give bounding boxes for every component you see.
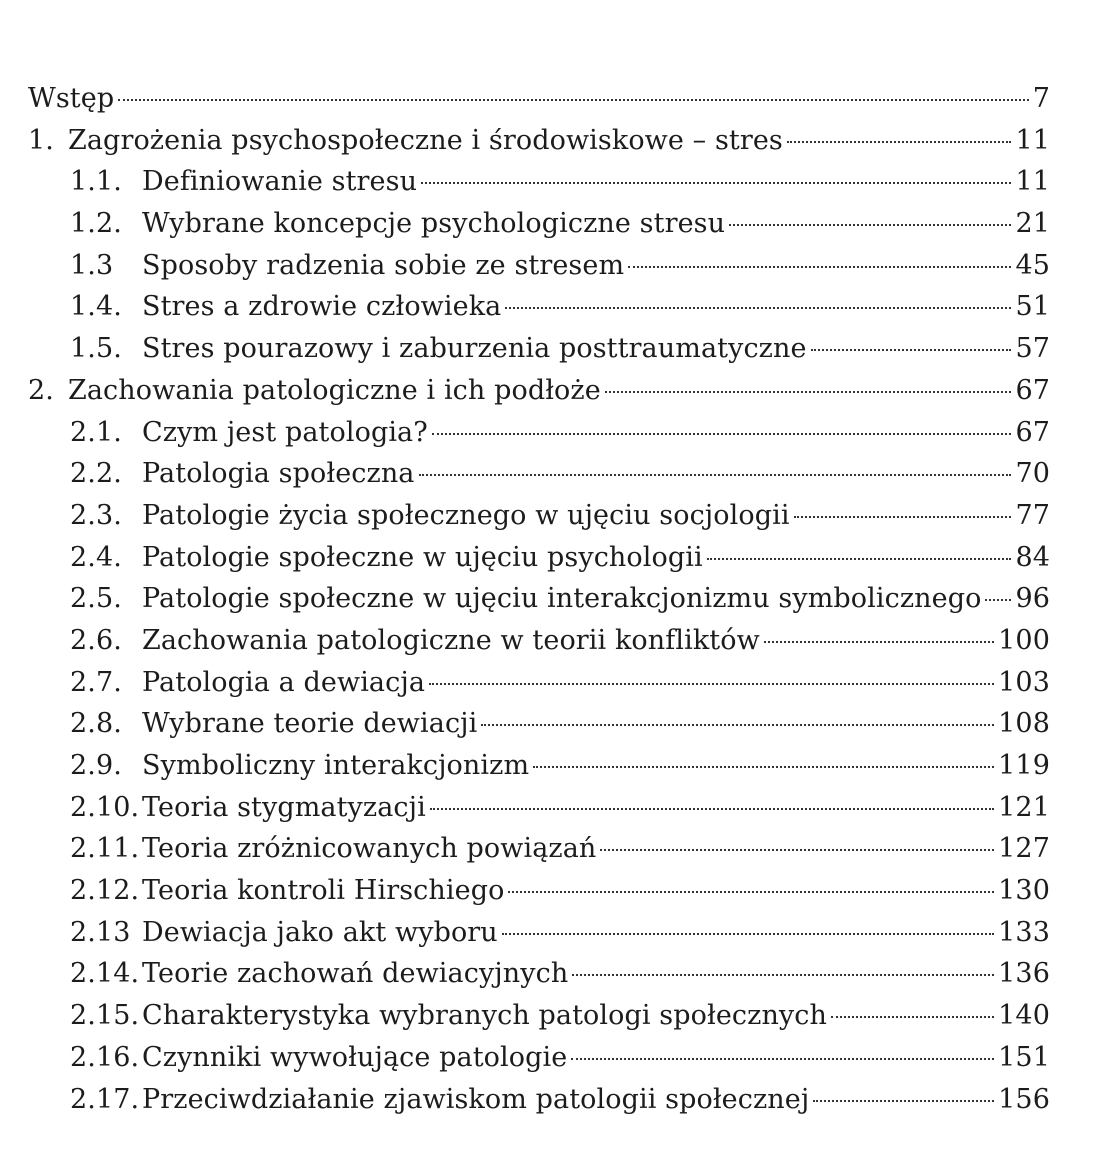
toc-entry-number: 2.9.: [70, 750, 122, 781]
dot-leader: [764, 641, 994, 643]
toc-entry-number: 1.5.: [70, 333, 122, 365]
toc-entry-number: 2.10.: [70, 791, 140, 823]
toc-entry: [28, 328, 1050, 370]
toc-entry-page: 77: [1015, 499, 1050, 531]
toc-entry-number: 2.: [28, 374, 54, 406]
toc-entry-title: Czynniki wywołujące patologie: [142, 1041, 568, 1073]
dot-leader: [600, 849, 994, 851]
dot-leader: [421, 182, 1011, 184]
dot-leader: [628, 266, 1011, 268]
toc-entry-title: Wstęp: [28, 83, 115, 114]
toc-entry-title: Patologia społeczna: [142, 458, 415, 490]
dot-leader: [481, 724, 994, 726]
dot-leader: [831, 1016, 994, 1018]
toc-entry: [28, 161, 1050, 203]
toc-entry-number: 2.15.: [70, 1000, 140, 1032]
toc-entry-title: Zagrożenia psychospołeczne i środowiskowe – stres: [68, 124, 783, 156]
toc-entry-number: 1.: [28, 124, 54, 156]
toc-entry: [28, 662, 1050, 704]
toc-entry-number: 2.14.: [70, 958, 140, 990]
toc-entry-title: Teoria stygmatyzacji: [142, 791, 426, 823]
dot-leader: [707, 558, 1012, 560]
toc-entry-number: 2.4.: [70, 541, 122, 573]
toc-entry-page: 119: [998, 750, 1050, 781]
dot-leader: [508, 891, 994, 893]
toc-entry: [28, 1037, 1050, 1079]
toc-entry-page: 151: [998, 1041, 1050, 1073]
toc-entry-number: 2.3.: [70, 499, 122, 531]
toc-entry: [28, 1079, 1050, 1121]
toc-entry-number: 2.1.: [70, 416, 122, 448]
toc-entry-page: 67: [1015, 416, 1050, 448]
toc-entry-title: Teoria kontroli Hirschiego: [142, 875, 505, 907]
toc-entry-number: 2.17.: [70, 1083, 140, 1115]
toc-entry-page: 130: [998, 875, 1050, 907]
toc-entry: [28, 453, 1050, 495]
toc-entry: [28, 370, 1050, 412]
dot-leader: [571, 1058, 994, 1060]
toc-entry: [28, 120, 1050, 162]
dot-leader: [787, 141, 1012, 143]
toc-entry-title: Teorie zachowań dewiacyjnych: [142, 958, 569, 990]
toc-entry-page: 100: [998, 624, 1050, 656]
toc-entry: [28, 495, 1050, 537]
dot-leader: [430, 808, 994, 810]
toc-entry-title: Dewiacja jako akt wyboru: [142, 916, 498, 948]
toc-entry-page: 140: [998, 1000, 1050, 1032]
toc-entry: [28, 787, 1050, 829]
dot-leader: [429, 683, 994, 685]
toc-entry-page: 11: [1015, 166, 1050, 198]
toc-entry: [28, 537, 1050, 579]
toc-entry-page: 127: [998, 833, 1050, 865]
toc-entry-number: 2.13: [70, 916, 131, 948]
toc-entry-title: Zachowania patologiczne i ich podłoże: [68, 374, 601, 406]
toc-entry-number: 2.16.: [70, 1041, 140, 1073]
toc-entry: [28, 828, 1050, 870]
toc-entry-page: 51: [1015, 291, 1050, 323]
dot-leader: [572, 974, 994, 976]
toc-entry-title: Symboliczny interakcjonizm: [142, 750, 530, 781]
toc-entry-title: Wybrane koncepcje psychologiczne stresu: [142, 208, 726, 240]
toc-entry-page: 45: [1015, 249, 1050, 281]
dot-leader: [118, 99, 1028, 101]
toc-entry: [28, 245, 1050, 287]
toc-entry: [28, 203, 1050, 245]
toc-entry-title: Patologie życia społecznego w ujęciu socjologii: [142, 499, 790, 531]
toc-entry: [28, 578, 1050, 620]
dot-leader: [533, 766, 994, 768]
dot-leader: [505, 307, 1011, 309]
toc-entry-number: 1.1.: [70, 166, 122, 198]
dot-leader: [813, 1100, 994, 1102]
dot-leader: [985, 599, 1011, 601]
toc-entry-page: 156: [998, 1083, 1050, 1115]
toc-entry-number: 1.4.: [70, 291, 122, 323]
toc-entry-page: 21: [1015, 208, 1050, 240]
toc-entry-page: 7: [1032, 83, 1050, 114]
toc-entry-number: 2.2.: [70, 458, 122, 490]
toc-entry: [28, 912, 1050, 954]
toc-entry-title: Patologia a dewiacja: [142, 666, 426, 698]
dot-leader: [729, 224, 1011, 226]
toc-entry-title: Sposoby radzenia sobie ze stresem: [142, 249, 625, 281]
toc-entry-number: 2.11.: [70, 833, 140, 865]
dot-leader: [811, 349, 1012, 351]
toc-entry-number: 2.12.: [70, 875, 140, 907]
toc-entry: [28, 745, 1050, 787]
toc-entry-number: 1.3: [70, 249, 114, 281]
toc-entry-page: 103: [998, 666, 1050, 698]
toc-entry-title: Przeciwdziałanie zjawiskom patologii społecznej: [142, 1083, 810, 1115]
toc-entry-title: Stres a zdrowie człowieka: [142, 291, 502, 323]
table-of-contents: [28, 78, 1050, 1120]
toc-entry: [28, 995, 1050, 1037]
toc-entry-page: 57: [1015, 333, 1050, 365]
toc-entry-title: Patologie społeczne w ujęciu psychologii: [142, 541, 703, 573]
toc-entry: [28, 620, 1050, 662]
toc-entry-page: 11: [1015, 124, 1050, 156]
toc-entry-title: Czym jest patologia?: [142, 416, 428, 448]
toc-entry: [28, 412, 1050, 454]
toc-entry-page: 136: [998, 958, 1050, 990]
toc-entry-title: Wybrane teorie dewiacji: [142, 708, 478, 740]
toc-entry-number: 2.8.: [70, 708, 122, 740]
dot-leader: [794, 516, 1012, 518]
toc-entry: [28, 78, 1050, 120]
toc-entry-title: Definiowanie stresu: [142, 166, 418, 198]
toc-entry-page: 96: [1015, 583, 1050, 615]
toc-entry: [28, 953, 1050, 995]
toc-entry-title: Zachowania patologiczne w teorii konfliktów: [142, 624, 760, 656]
toc-entry: [28, 286, 1050, 328]
dot-leader: [432, 433, 1012, 435]
toc-entry-page: 133: [998, 916, 1050, 948]
toc-entry-title: Patologie społeczne w ujęciu interakcjonizmu symbolicznego: [142, 583, 982, 615]
toc-entry-number: 2.6.: [70, 624, 122, 656]
toc-entry-number: 2.7.: [70, 666, 122, 698]
dot-leader: [419, 474, 1012, 476]
dot-leader: [605, 391, 1012, 393]
toc-entry-title: Teoria zróżnicowanych powiązań: [142, 833, 597, 865]
toc-entry-page: 121: [998, 791, 1050, 823]
dot-leader: [502, 933, 994, 935]
toc-entry-number: 2.5.: [70, 583, 122, 615]
toc-entry-number: 1.2.: [70, 208, 122, 240]
toc-entry: [28, 870, 1050, 912]
toc-entry-title: Charakterystyka wybranych patologi społecznych: [142, 1000, 827, 1032]
toc-entry-page: 67: [1015, 374, 1050, 406]
toc-entry-page: 108: [998, 708, 1050, 740]
toc-entry-title: Stres pourazowy i zaburzenia posttraumatyczne: [142, 333, 807, 365]
toc-entry: [28, 703, 1050, 745]
toc-entry-page: 70: [1015, 458, 1050, 490]
toc-entry-page: 84: [1015, 541, 1050, 573]
